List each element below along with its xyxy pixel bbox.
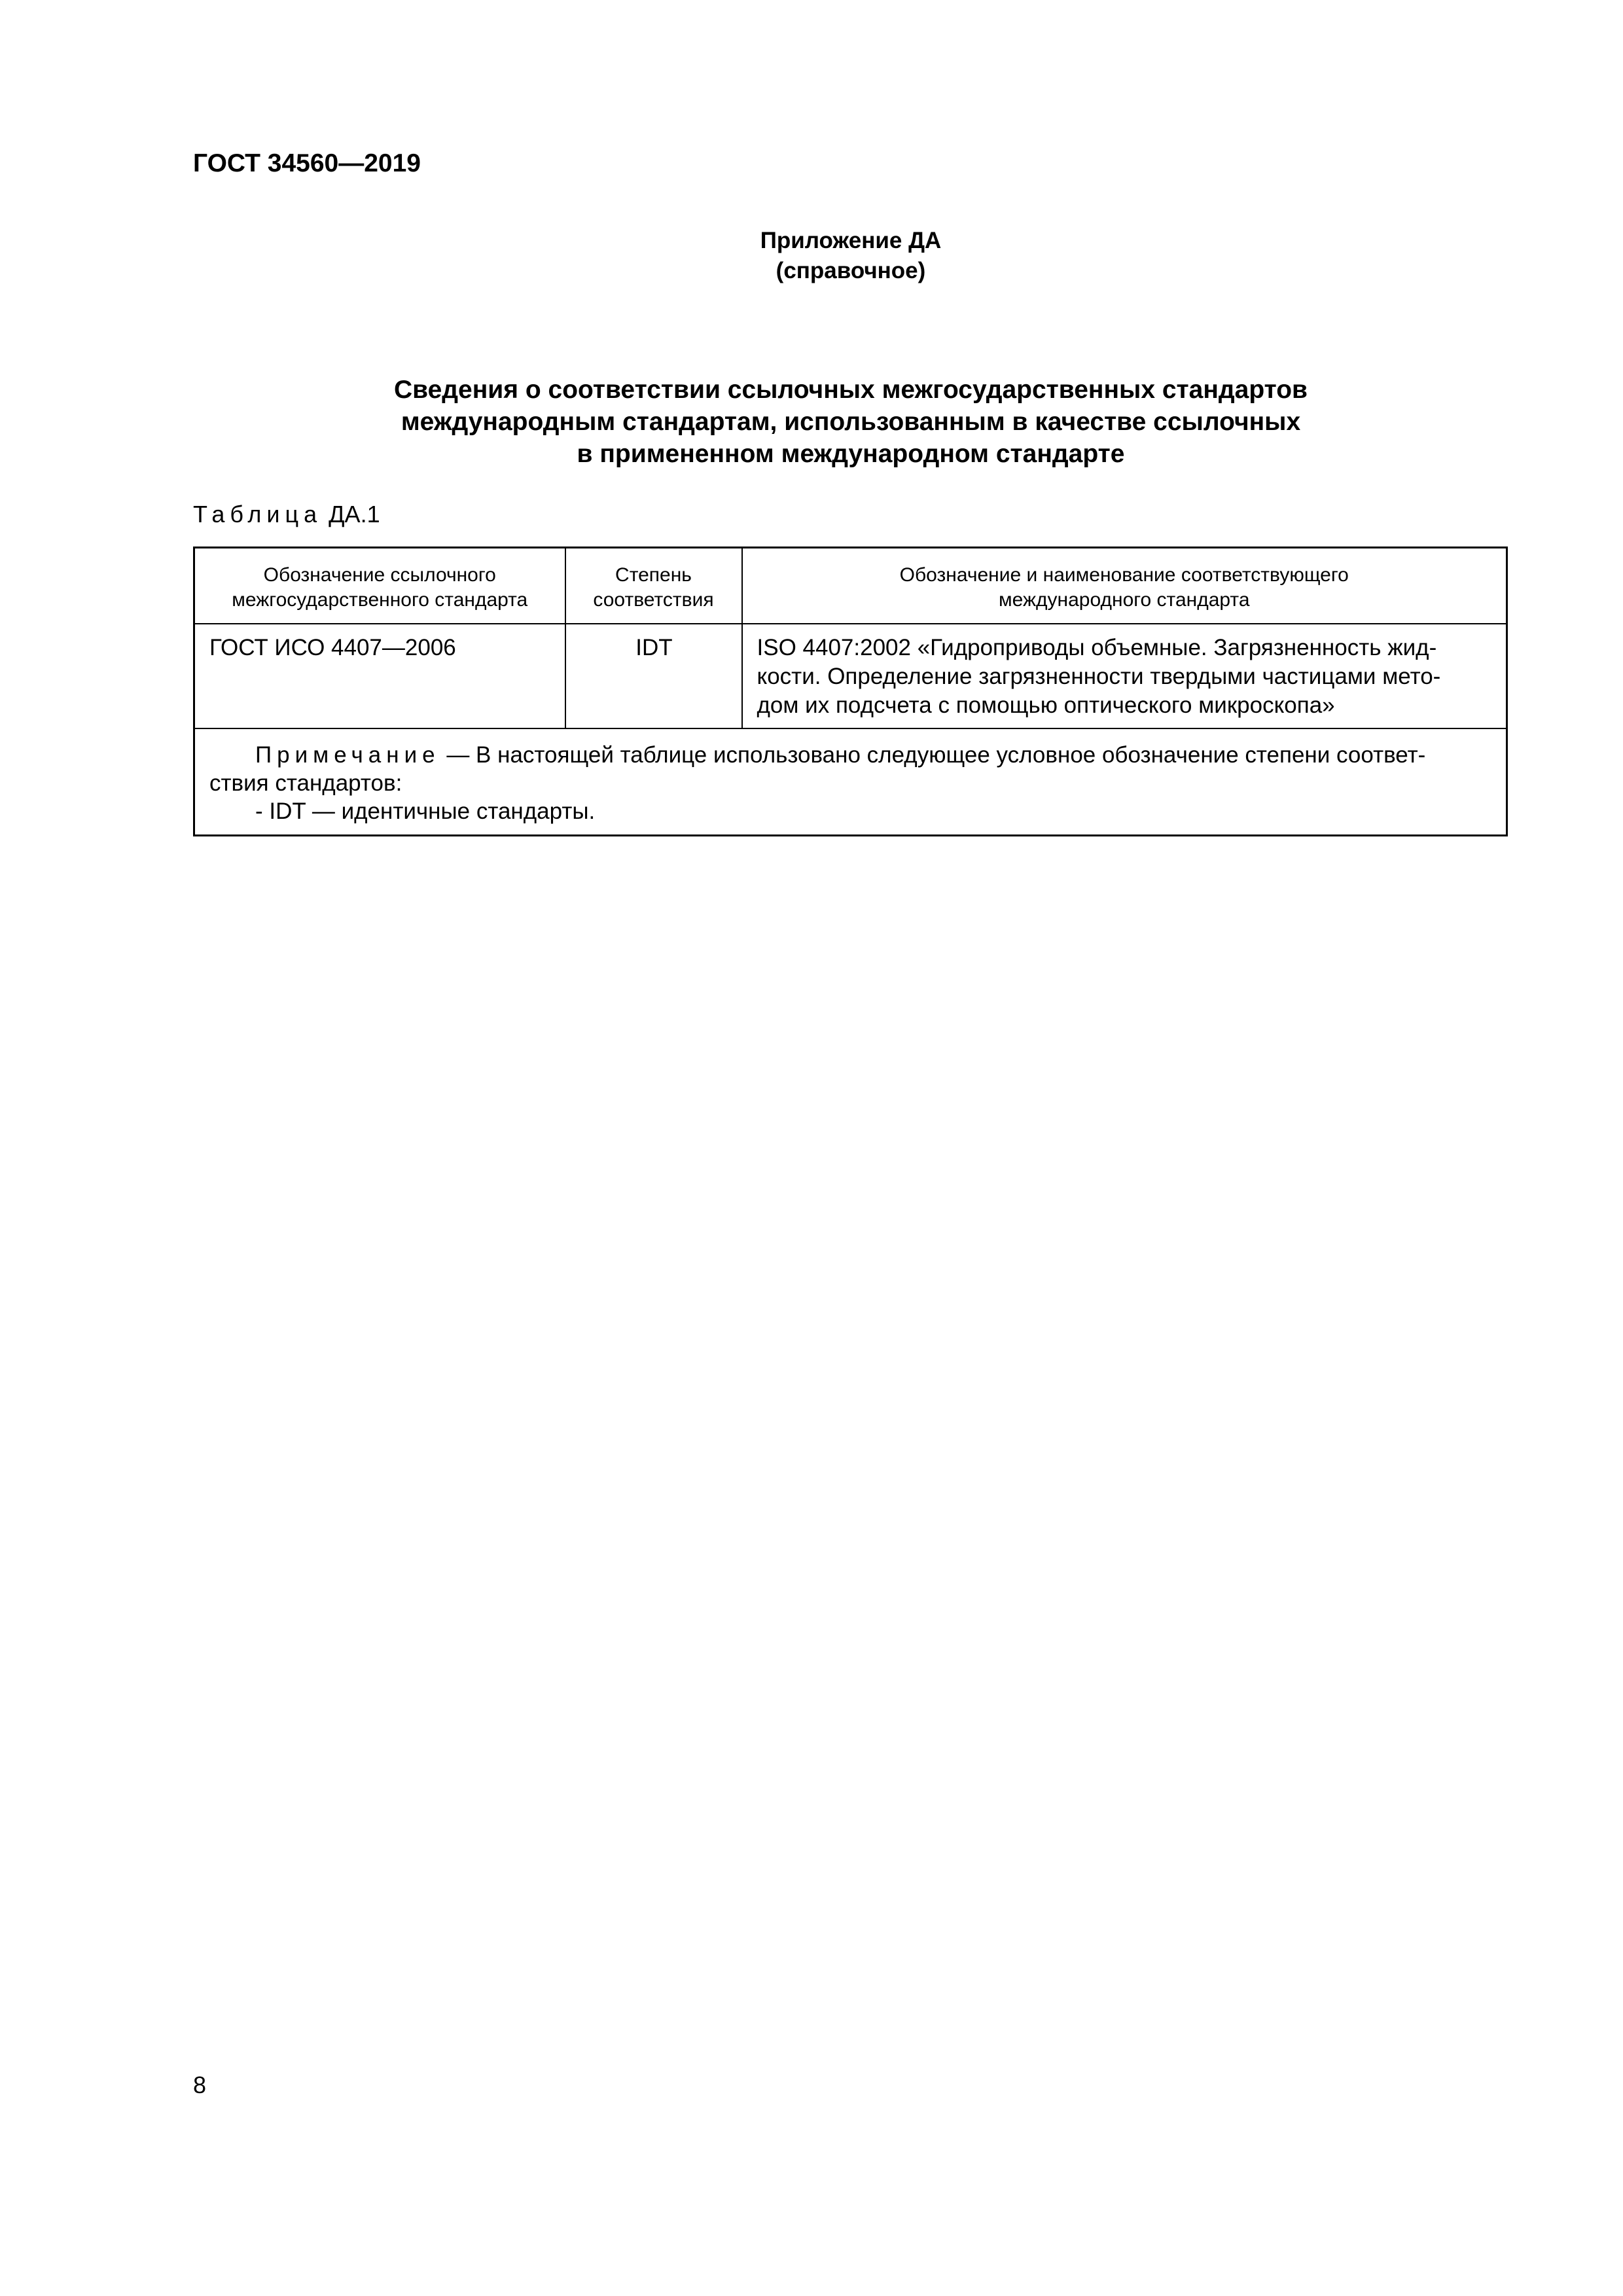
section-title-line: Сведения о соответствии ссылочных межгосударственных стандартов <box>393 376 1308 404</box>
table-note-row <box>194 728 1507 836</box>
section-title-line: в примененном международном стандарте <box>577 440 1125 468</box>
header-degree: Степень соответствия <box>565 548 742 624</box>
cell-designation: ГОСТ ИСО 4407—2006 <box>194 624 565 728</box>
document-code: ГОСТ 34560—2019 <box>193 149 421 177</box>
header-international-standard: Обозначение и наименование соответствующего международного стандарта <box>742 548 1507 624</box>
section-title <box>193 374 1508 470</box>
appendix-heading <box>654 226 1047 286</box>
table-note <box>194 728 1507 836</box>
appendix-type: (справочное) <box>776 258 926 283</box>
page-number: 8 <box>193 2072 207 2098</box>
header-designation: Обозначение ссылочного межгосударственного стандарта <box>194 548 565 624</box>
note-list-item: - IDT — идентичные стандарты. <box>255 798 596 824</box>
table-caption <box>193 501 380 528</box>
note-label: Примечание <box>255 742 440 768</box>
table-header-row <box>194 548 1507 624</box>
cell-international-standard: ISO 4407:2002 «Гидроприводы объемные. Загрязненность жид- кости. Определение загрязненности твердыми частицами мето- дом их подсчета с помощью оптического микроскопа» <box>742 624 1507 728</box>
cell-degree: IDT <box>565 624 742 728</box>
note-text: ствия стандартов: <box>209 770 402 796</box>
table-row <box>194 624 1507 728</box>
table-caption-word: Таблица <box>193 501 323 528</box>
correspondence-table <box>193 547 1508 836</box>
appendix-title: Приложение ДА <box>760 228 942 253</box>
note-text: — В настоящей таблице использовано следующее условное обозначение степени соответ- <box>440 742 1426 768</box>
table-caption-number: ДА.1 <box>329 501 380 528</box>
section-title-line: международным стандартам, использованным в качестве ссылочных <box>401 408 1301 436</box>
